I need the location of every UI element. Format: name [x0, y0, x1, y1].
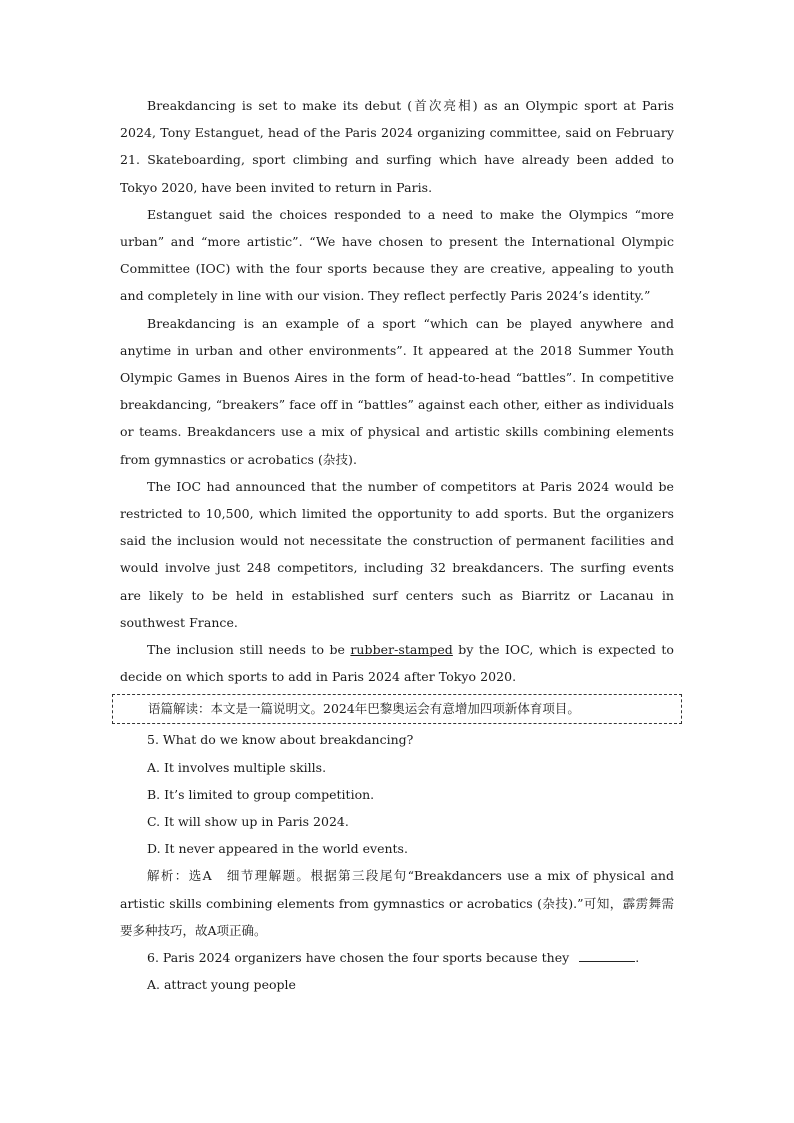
answer-blank: [579, 949, 635, 962]
passage-paragraph-1: Breakdancing is set to make its debut (首次亮相) as an Olympic sport at Paris 2024, Tony Estanguet, head of the Paris 2024 organizing committee, said on February 21. Skateboarding, sport climbing and surfing which have already been added to Tokyo 2020, have been invited to return in Paris.: [120, 98, 674, 195]
paragraph-5-text-after: by the IOC, which is expected to decide on which sports to add in Paris 2024 after Tokyo 2020.: [120, 642, 675, 685]
paragraph-5-text-before: The inclusion still needs to be: [147, 642, 351, 658]
passage-summary-box: [112, 694, 682, 724]
question-6-option-a: A. attract young people: [147, 977, 296, 993]
passage-paragraph-4: The IOC had announced that the number of competitors at Paris 2024 would be restricted to 10,500, which limited the opportunity to add sports. But the organizers said the inclusion would not necessitate the construction of permanent facilities and would involve just 248 competitors, including 32 breakdancers. The surfing events are likely to be held in established surf centers such as Biarritz or Lacanau in southwest France.: [120, 478, 674, 630]
underlined-term: rubber-stamped: [350, 642, 453, 658]
question-6-stem-end: .: [635, 950, 640, 966]
question-6-stem: [120, 944, 674, 971]
question-5-option-b: B. It’s limited to group competition.: [147, 786, 375, 802]
passage-summary-text: 语篇解读：本文是一篇说明文。2024年巴黎奥运会有意增加四项新体育项目。: [148, 701, 580, 717]
question-5-option-c: C. It will show up in Paris 2024.: [147, 814, 349, 830]
document-page: [120, 92, 674, 999]
passage-paragraph-3: Breakdancing is an example of a sport “which can be played anywhere and anytime in urban and other environments”. It appeared at the 2018 Summer Youth Olympic Games in Buenos Aires in the form of head-to-head “battles”. In competitive breakdancing, “breakers” face off in “battles” against each other, either as individuals or teams. Breakdancers use a mix of physical and artistic skills combining elements from gymnastics or acrobatics (杂技).: [120, 315, 674, 467]
question-6-stem-text: 6. Paris 2024 organizers have chosen the four sports because they: [147, 950, 570, 966]
passage-paragraph-2: Estanguet said the choices responded to a need to make the Olympics “more urban” and “more artistic”. “We have chosen to present the International Olympic Committee (IOC) with the four sports because they are creative, appealing to youth and completely in line with our vision. They reflect perfectly Paris 2024’s identity.”: [120, 206, 674, 304]
question-5-option-d: D. It never appeared in the world events.: [147, 841, 408, 857]
passage-paragraph-5: [120, 636, 674, 690]
question-5-analysis: 解析：选A 细节理解题。根据第三段尾句“Breakdancers use a mix of physical and artistic skills combining elements from gymnastics or acrobatics (杂技).”可知，霹雳舞需要多种技巧，故A项正确。: [120, 868, 674, 938]
question-5-stem: 5. What do we know about breakdancing?: [147, 732, 414, 748]
question-5-option-a: A. It involves multiple skills.: [147, 759, 327, 775]
